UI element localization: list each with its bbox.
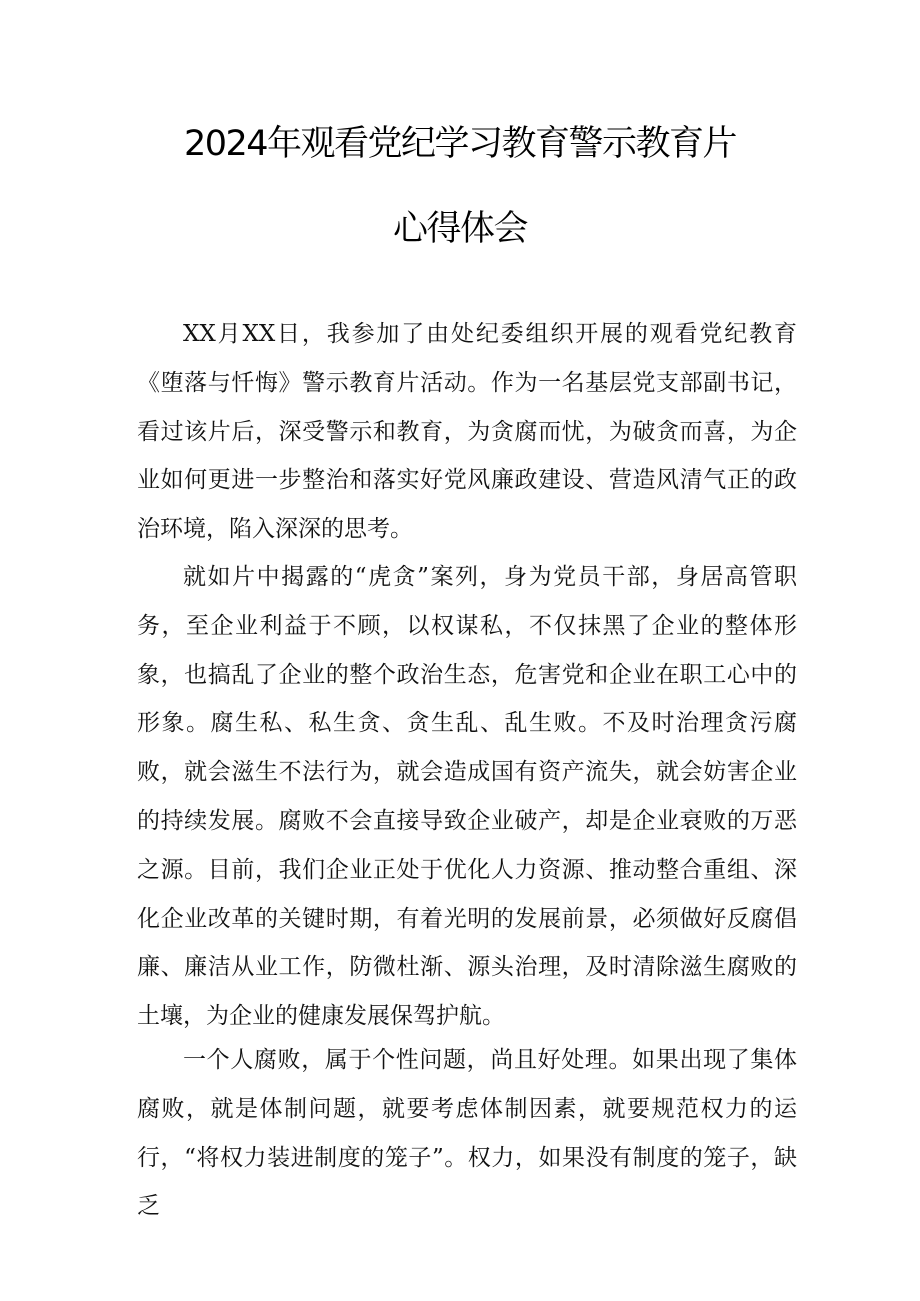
paragraph-2: 就如片中揭露的“虎贪”案列，身为党员干部，身居高管职务，至企业利益于不顾，以权谋私，不仅抹黑了企业的整体形象，也搞乱了企业的整个政治生态，危害党和企业在职工心中的形象。腐生私、私生贪、贪生乱、乱生败。不及时治理贪污腐败，就会滋生不法行为，就会造成国有资产流失，就会妨害企业的持续发展。腐败不会直接导致企业破产，却是企业衰败的万恶之源。目前，我们企业正处于优化人力资源、推动整合重组、深化企业改革的关键时期，有着光明的发展前景，必须做好反腐倡廉、廉洁从业工作，防微杜渐、源头治理，及时清除滋生腐败的土壤，为企业的健康发展保驾护航。 (137, 564, 797, 1030)
paragraph-3: 一个人腐败，属于个性问题，尚且好处理。如果出现了集体腐败，就是体制问题，就要考虑体制因素，就要规范权力的运行，“将权力装进制度的笼子”。权力，如果没有制度的笼子，缺乏 (137, 1047, 797, 1220)
document-title-line-2: 心得体会 (392, 209, 527, 249)
paragraph-1: XX月XX日，我参加了由处纪委组织开展的观看党纪教育《堕落与忏悔》警示教育片活动。作为一名基层党支部副书记，看过该片后，深受警示和教育，为贪腐而忧，为破贪而喜，为企业如何更进一步整治和落实好党风廉政建设、营造风清气正的政治环境，陷入深深的思考。 (137, 321, 797, 543)
document-title-line-1: 2024年观看党纪学习教育警示教育片 (183, 124, 737, 164)
